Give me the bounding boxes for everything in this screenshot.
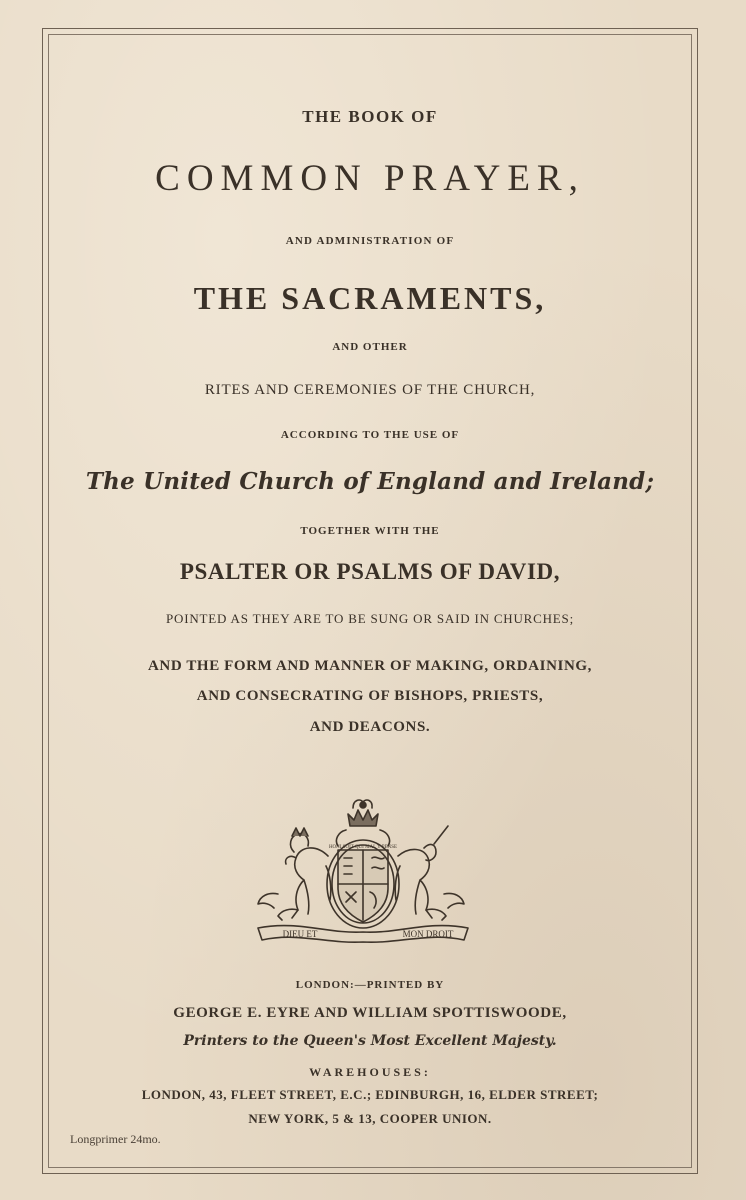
title-united-church: The United Church of England and Ireland;	[85, 468, 655, 495]
title-psalter: PSALTER OR PSALMS OF DAVID,	[179, 559, 561, 584]
imprint-london-printed-by: LONDON:—PRINTED BY	[295, 979, 445, 991]
royal-coat-of-arms-icon	[238, 796, 488, 946]
title-common-prayer: COMMON PRAYER,	[155, 158, 585, 199]
title-the-sacraments: THE SACRAMENTS,	[193, 280, 547, 316]
title-pointed-as-they-are: POINTED AS THEY ARE TO BE SUNG OR SAID IN CHURCHES;	[166, 611, 574, 626]
title-and-deacons: AND DEACONS.	[309, 719, 431, 735]
edition-note: Longprimer 24mo.	[70, 1132, 161, 1146]
inner-border-rule	[48, 34, 692, 1168]
imprint-warehouses: WAREHOUSES:	[309, 1065, 431, 1079]
title-together-with-the: TOGETHER WITH THE	[300, 525, 440, 537]
garter-motto-text: HONI SOIT QUI MAL Y PENSE	[328, 845, 398, 850]
imprint-warehouse-addresses-line2: NEW YORK, 5 & 13, COOPER UNION.	[248, 1111, 492, 1126]
title-consecrating-of-bishops: AND CONSECRATING OF BISHOPS, PRIESTS,	[196, 688, 544, 704]
title-the-book-of: THE BOOK OF	[302, 107, 438, 126]
title-according-to-the-use-of: ACCORDING TO THE USE OF	[280, 429, 460, 441]
title-and-administration-of: AND ADMINISTRATION OF	[285, 235, 455, 247]
imprint-printers-to-the-queen: Printers to the Queen's Most Excellent Majesty.	[183, 1033, 557, 1049]
imprint-printer-names: GEORGE E. EYRE AND WILLIAM SPOTTISWOODE,	[173, 1005, 567, 1021]
motto-left-text: DIEU ET	[282, 929, 318, 939]
motto-right-text: MON DROIT	[402, 929, 454, 939]
title-and-other: AND OTHER	[332, 341, 408, 353]
title-form-and-manner: AND THE FORM AND MANNER OF MAKING, ORDAINING,	[147, 658, 593, 674]
imprint-warehouse-addresses-line1: LONDON, 43, FLEET STREET, E.C.; EDINBURGH, 16, ELDER STREET;	[141, 1087, 599, 1102]
title-rites-and-ceremonies: RITES AND CEREMONIES OF THE CHURCH,	[204, 382, 536, 398]
